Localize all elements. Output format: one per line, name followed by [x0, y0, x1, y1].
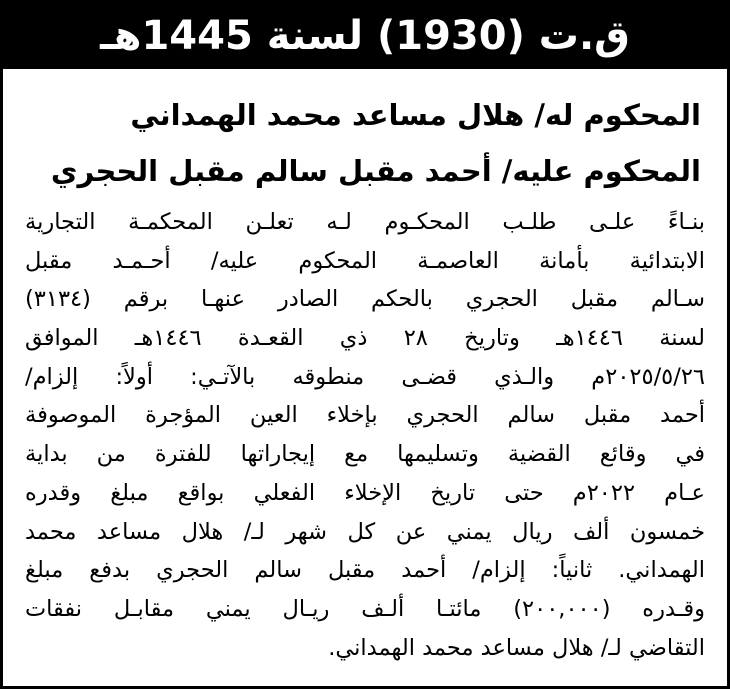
parties-section [3, 69, 727, 199]
body-line: التقاضي لـ/ هلال مساعد محمد الهمداني. [328, 634, 705, 661]
body-line: خمسون ألف ريال يمني عن كل شهر لـ/ هلال مساعد محمد [25, 518, 705, 545]
body-line: الابتدائية بأمانة العاصمـة المحكوم عليه/ أحـمـد مقبل [25, 247, 705, 274]
body-line: وقـدره (٢٠٠,٠٠٠) مائتـا ألـف ريـال يمني مقابـل نفقات [25, 595, 705, 622]
body-line: لسنة ١٤٤٦هـ وتاريخ ٢٨ ذي القعـدة ١٤٤٦هـ الموافق [25, 325, 706, 352]
defendant-line: المحكوم عليه/ أحمد مقبل سالم مقبل الحجري [50, 154, 701, 188]
body-line: سـالم مقبل الحجري بالحكم الصادر عنهـا برقم (٣١٣٤) [25, 286, 705, 313]
body-line: بنـاءً علـى طلـب المحكـوم لـه تعلـن المحكمـة التجارية [25, 209, 705, 235]
plaintiff-line: المحكوم له/ هلال مساعد محمد الهمداني [130, 98, 701, 132]
notice-body [3, 199, 727, 667]
body-line: في وقائع القضية وتسليمها مع إيجاراتها للفترة من بداية [25, 441, 705, 468]
body-line: الهمداني. ثانياً: إلزام/ أحمد مقبل سالم الحجري بدفع مبلغ [25, 557, 705, 584]
body-line: عـام ٢٠٢٢م حتى تاريخ الإخلاء الفعلي بواقع مبلغ وقدره [25, 479, 705, 506]
body-line: ٢٠٢٥/٥/٢٦م والـذي قضـى منطوقه بالآتـي: أولاً: إلزام/ [25, 363, 705, 390]
case-number-title: ق.ت (1930) لسنة 1445هـ [100, 13, 630, 59]
notice-title-bar [3, 3, 727, 69]
body-line: أحمد مقبل سالم الحجري بإخلاء العين المؤجرة الموصوفة [25, 402, 705, 429]
